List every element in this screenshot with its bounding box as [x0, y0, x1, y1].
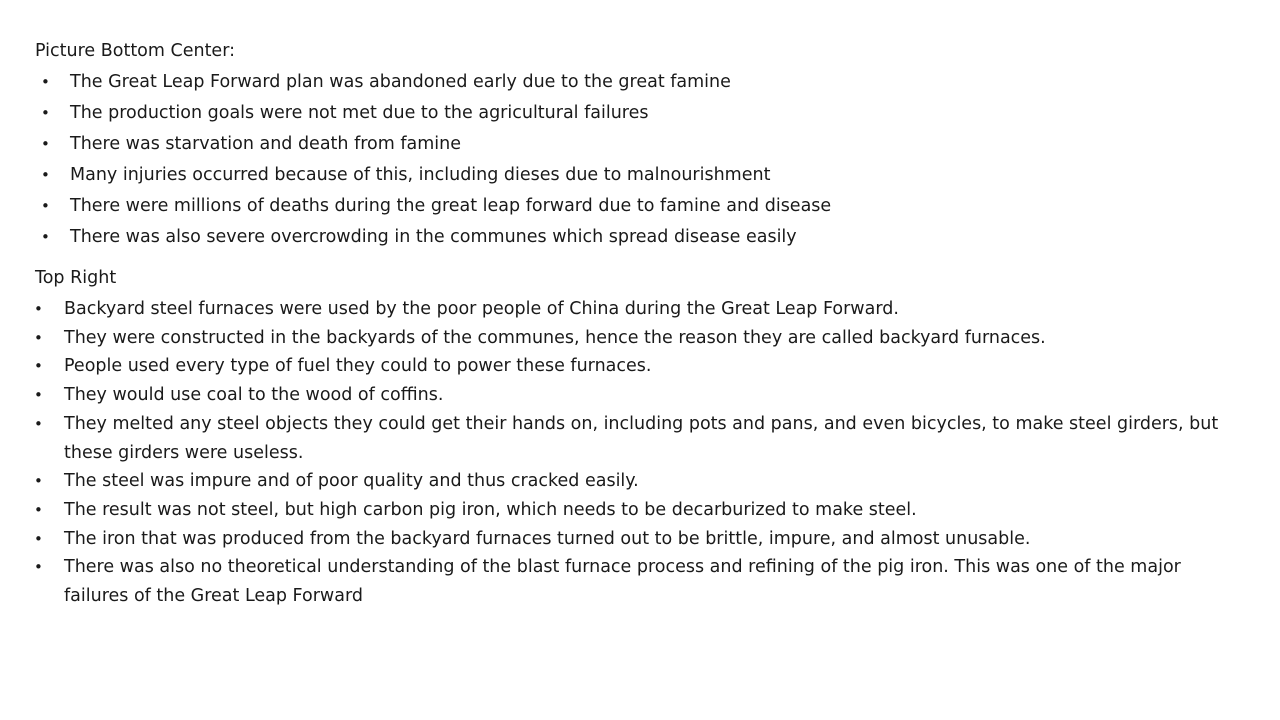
list-item [34, 381, 1239, 410]
list-item [34, 295, 1239, 324]
list-item-text: Many injuries occurred because of this, including dieses due to malnourishment [70, 165, 771, 185]
list-item-text: They would use coal to the wood of coffins. [64, 385, 444, 406]
list-item-text: They melted any steel objects they could get their hands on, including pots and pans, and even bicycles, to make steel girders, but these girders were useless. [64, 413, 1219, 463]
list-item [34, 467, 1239, 496]
bullet-list [34, 295, 1239, 611]
list-item [34, 410, 1239, 467]
bullet-icon: • [34, 558, 43, 577]
list-item [41, 71, 1250, 102]
list-item [41, 195, 1250, 226]
section-heading: Picture Bottom Center: [35, 41, 235, 61]
list-item-text: There was also no theoretical understanding of the blast furnace process and refining of the pig iron. This was one of the major failures of the Great Leap Forward [64, 557, 1181, 607]
bullet-icon: • [41, 228, 50, 246]
list-item-text: The steel was impure and of poor quality and thus cracked easily. [64, 471, 639, 492]
list-item [34, 324, 1239, 353]
list-item [41, 226, 1250, 257]
list-item-text: There was starvation and death from famine [70, 134, 462, 154]
bullet-icon: • [34, 300, 43, 318]
list-item-text: The Great Leap Forward plan was abandoned early due to the great famine [70, 72, 731, 92]
list-item-text: Backyard steel furnaces were used by the poor people of China during the Great Leap Forward. [64, 299, 899, 319]
list-item-text: The result was not steel, but high carbon pig iron, which needs to be decarburized to make steel. [64, 499, 917, 520]
list-item [34, 496, 1239, 525]
bullet-icon: • [34, 500, 43, 519]
bullet-icon: • [41, 166, 50, 184]
list-item [34, 352, 1239, 381]
list-item-text: The production goals were not met due to the agricultural failures [70, 103, 649, 123]
bullet-list [41, 71, 1250, 257]
bullet-icon: • [34, 328, 43, 347]
list-item [41, 133, 1250, 164]
bullet-icon: • [41, 104, 50, 122]
section-heading: Top Right [35, 268, 117, 288]
list-item [41, 102, 1250, 133]
list-item [41, 164, 1250, 195]
bullet-icon: • [34, 529, 43, 548]
list-item [34, 525, 1239, 554]
bullet-icon: • [34, 386, 43, 405]
list-item [34, 553, 1239, 610]
bullet-icon: • [41, 197, 50, 215]
list-item-text: The iron that was produced from the backyard furnaces turned out to be brittle, impure, and almost unusable. [64, 528, 1031, 549]
list-item-text: There was also severe overcrowding in the communes which spread disease easily [70, 227, 797, 247]
list-item-text: People used every type of fuel they could to power these furnaces. [64, 356, 652, 377]
bullet-icon: • [34, 414, 43, 433]
list-item-text: There were millions of deaths during the great leap forward due to famine and disease [70, 196, 832, 216]
bullet-icon: • [34, 472, 43, 491]
bullet-icon: • [41, 73, 50, 91]
bullet-icon: • [34, 357, 43, 376]
list-item-text: They were constructed in the backyards of the communes, hence the reason they are called backyard furnaces. [64, 327, 1046, 348]
bullet-icon: • [41, 135, 50, 153]
